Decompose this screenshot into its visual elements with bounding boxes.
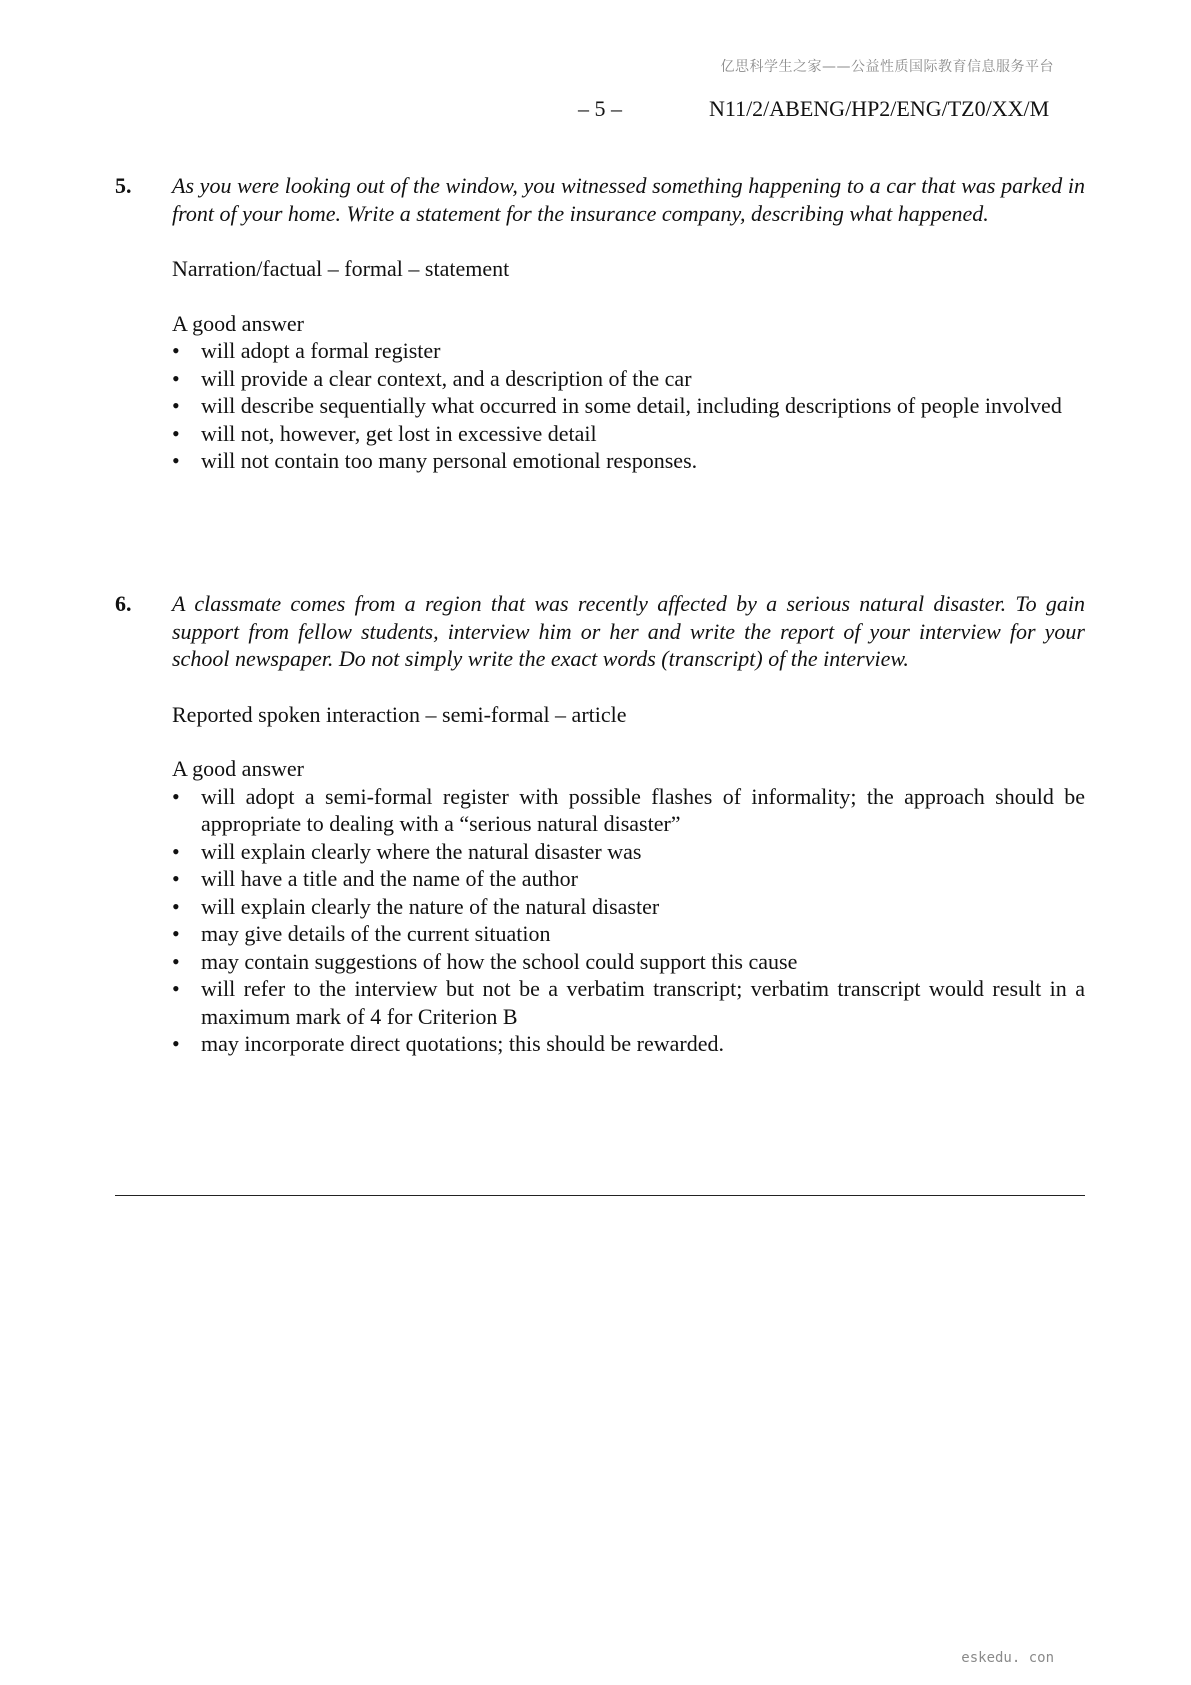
document-reference: N11/2/ABENG/HP2/ENG/TZ0/XX/M xyxy=(709,96,1050,121)
list-item: • may incorporate direct quotations; this should be rewarded. xyxy=(172,1031,724,1056)
list-item: • will not contain too many personal emotional responses. xyxy=(172,448,698,473)
list-item: • will refer to the interview but not be a verbatim transcript; verbatim transcript would result in a maximum mark of 4 for Criterion B xyxy=(172,976,1085,1029)
list-item: • will adopt a semi-formal register with possible flashes of informality; the approach should be appropriate to dealing with a “serious natural disaster” xyxy=(172,783,1085,836)
question-number: 6. xyxy=(115,591,132,616)
question-6 xyxy=(115,590,1085,1058)
question-prompt: A classmate comes from a region that was recently affected by a serious natural disaster. To gain support from fellow students, interview him or her and write the report of your interview for your school newspaper. Do not simply write the exact words (transcript) of the interview. xyxy=(172,591,1085,671)
good-answer-label: A good answer xyxy=(172,756,304,781)
list-item: • will not, however, get lost in excessive detail xyxy=(172,420,597,446)
footer-watermark: eskedu. con xyxy=(961,1650,1054,1666)
list-item: • may contain suggestions of how the school could support this cause xyxy=(172,948,798,974)
text-type-label: Narration/factual – formal – statement xyxy=(172,256,510,281)
question-prompt: As you were looking out of the window, you witnessed something happening to a car that was parked in front of your home. Write a statement for the insurance company, describing what happened. xyxy=(172,173,1085,226)
list-item: • will have a title and the name of the author xyxy=(172,866,578,891)
text-type-label: Reported spoken interaction – semi-formal – article xyxy=(172,701,627,727)
list-item: • will describe sequentially what occurred in some detail, including descriptions of people involved xyxy=(172,393,1062,418)
header-watermark: 亿思科学生之家——公益性质国际教育信息服务平台 xyxy=(720,59,1054,75)
list-item: • will explain clearly the nature of the natural disaster xyxy=(172,893,660,919)
good-answer-label: A good answer xyxy=(172,310,304,336)
list-item: • may give details of the current situation xyxy=(172,921,551,946)
question-5 xyxy=(115,172,1085,475)
page-number: – 5 – xyxy=(578,96,622,121)
end-rule-divider xyxy=(115,1195,1085,1196)
list-item: • will explain clearly where the natural disaster was xyxy=(172,838,642,864)
list-item: • will adopt a formal register xyxy=(172,338,441,363)
list-item: • will provide a clear context, and a description of the car xyxy=(172,365,692,391)
criteria-list xyxy=(172,783,1085,1058)
criteria-list xyxy=(172,337,1085,475)
question-number: 5. xyxy=(115,173,132,198)
